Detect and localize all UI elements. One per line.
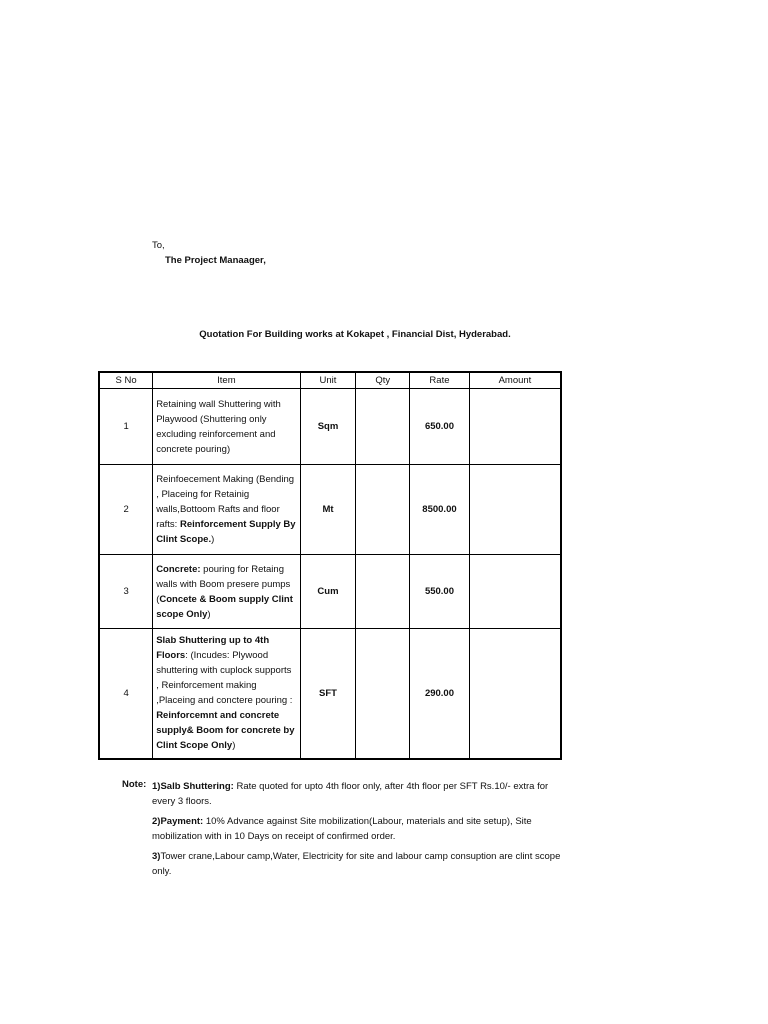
to-label: To, [152,240,165,251]
item-text: Slab Shuttering up to 4th Floors [156,635,270,662]
cell-sno: 4 [99,629,153,759]
note-heading: 1)Salb Shuttering: [152,781,234,792]
cell-rate: 650.00 [410,389,470,465]
cell-qty [356,465,410,555]
cell-item [153,629,300,759]
note-text: Tower crane,Labour camp,Water, Electricity for site and labour camp consuption are clint scope only. [152,851,561,877]
col-amount: Amount [469,372,561,389]
cell-sno: 1 [99,389,153,465]
cell-unit: Mt [300,465,356,555]
item-text: ) [211,534,215,545]
item-text: Retaining wall Shuttering with Playwood (Shuttering only excluding reinforcement and concrete pouring) [156,398,281,455]
cell-rate: 550.00 [410,555,470,629]
note-item [152,814,572,844]
item-text: ) [207,608,211,620]
table-row [99,629,561,759]
quotation-table [98,371,562,760]
col-unit: Unit [300,372,356,389]
cell-item [153,389,300,465]
table-header-row [99,372,561,389]
document-title: Quotation For Building works at Kokapet , Financial Dist, Hyderabad. [199,329,511,340]
table-row [99,465,561,555]
cell-item [153,555,300,629]
col-item: Item [153,372,300,389]
recipient: The Project Manaager, [165,255,266,266]
cell-amount [469,465,561,555]
note-item [152,779,572,809]
cell-item [153,465,300,555]
cell-amount [469,629,561,759]
cell-rate: 8500.00 [410,465,470,555]
item-text: Reinforcement Supply By Clint Scope. [156,519,296,545]
item-text: Concrete: [156,563,201,575]
col-qty: Qty [356,372,410,389]
cell-qty [356,629,410,759]
item-text: Concete & Boom supply Clint scope Only [156,593,293,620]
note-item [152,849,572,879]
cell-rate: 290.00 [410,629,470,759]
notes-section [122,779,572,884]
item-text: Reinforcemnt and concrete supply& Boom for concrete by Clint Scope Only [156,710,295,752]
cell-amount [469,389,561,465]
col-rate: Rate [410,372,470,389]
cell-unit: Cum [300,555,356,629]
item-text: : (Incudes: Plywood shuttering with cuplock supports , Reinforcement making ,Placeing and conctere pouring : [156,650,293,707]
note-heading: 3) [152,851,161,862]
table-row [99,389,561,465]
cell-sno: 3 [99,555,153,629]
item-text: pouring for Retaing walls with Boom presere pumps ( [156,563,291,605]
note-text: Rate quoted for upto 4th floor only, after 4th floor per SFT Rs.10/- extra for every 3 floors. [152,781,549,807]
item-text: Reinfoecement Making (Bending , Placeing for Retainig walls,Bottoom Rafts and floor rafts: [156,474,295,530]
cell-qty [356,389,410,465]
note-heading: 2)Payment: [152,816,204,827]
cell-amount [469,555,561,629]
table-row [99,555,561,629]
address-block [152,238,266,268]
note-label: Note: [122,779,147,790]
item-text: ) [232,740,236,752]
cell-qty [356,555,410,629]
cell-sno: 2 [99,465,153,555]
cell-unit: Sqm [300,389,356,465]
cell-unit: SFT [300,629,356,759]
col-sno: S No [99,372,153,389]
note-text: 10% Advance against Site mobilization(Labour, materials and site setup), Site mobilization with in 10 Days on receipt of confirmed order. [152,816,532,842]
